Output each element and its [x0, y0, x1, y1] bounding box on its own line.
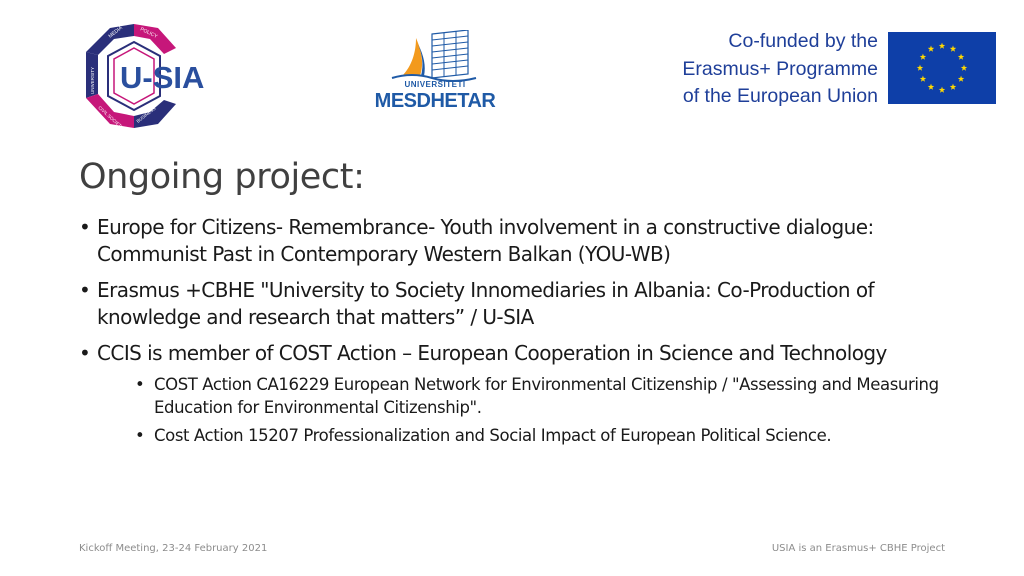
erasmus-line-2: Erasmus+ Programme [682, 57, 878, 80]
ring-word-university: UNIVERSITY [90, 66, 95, 94]
eu-flag-icon [888, 32, 996, 104]
sub-bullet-item [97, 424, 949, 447]
building-sail-icon [372, 30, 498, 82]
universiteti-mesdhetar-logo [372, 30, 498, 122]
bullet-item [79, 214, 949, 267]
bullet-list [79, 214, 949, 457]
usia-logo-text: U-SIA [120, 60, 205, 95]
footer-event-text: Kickoff Meeting, 23-24 February 2021 [79, 543, 268, 554]
sub-bullet-item [97, 373, 949, 419]
page-title: Ongoing project: [79, 157, 365, 197]
university-logo-line2: MESDHETAR [374, 90, 496, 112]
bullet-text: Europe for Citizens- Remembrance- Youth involvement in a constructive dialogue: Communist Past in Contemporary Western Balkan (YOU-WB) [97, 215, 874, 266]
erasmus-line-3: of the European Union [682, 85, 878, 107]
sub-bullet-text: COST Action CA16229 European Network for Environmental Citizenship / "Assessing and Measuring Education for Environmental Citizenship". [154, 374, 939, 417]
footer-project-text: USIA is an Erasmus+ CBHE Project [771, 543, 945, 554]
erasmus-line-1: Co-funded by the [728, 30, 878, 52]
bullet-text: CCIS is member of COST Action – European Cooperation in Science and Technology [97, 341, 887, 365]
sub-bullet-text: Cost Action 15207 Professionalization and Social Impact of European Political Science. [154, 425, 832, 445]
bullet-text: Erasmus +CBHE "University to Society Innomediaries in Albania: Co-Production of knowledge and research that matters” / U-SIA [97, 278, 875, 329]
ring-word-business: BUSINESS [135, 105, 157, 124]
ring-word-media: MEDIA [107, 25, 124, 40]
sub-bullet-list [97, 373, 949, 447]
ring-word-policy: POLICY [139, 26, 159, 40]
usia-logo-icon [80, 22, 242, 130]
ring-word-civil-society: CIVIL SOCIETY [97, 105, 125, 130]
erasmus-cofunded-text [628, 28, 878, 111]
university-logo-line1: UNIVERSITETI [404, 80, 466, 89]
bullet-item [79, 340, 949, 447]
bullet-item [79, 277, 949, 330]
